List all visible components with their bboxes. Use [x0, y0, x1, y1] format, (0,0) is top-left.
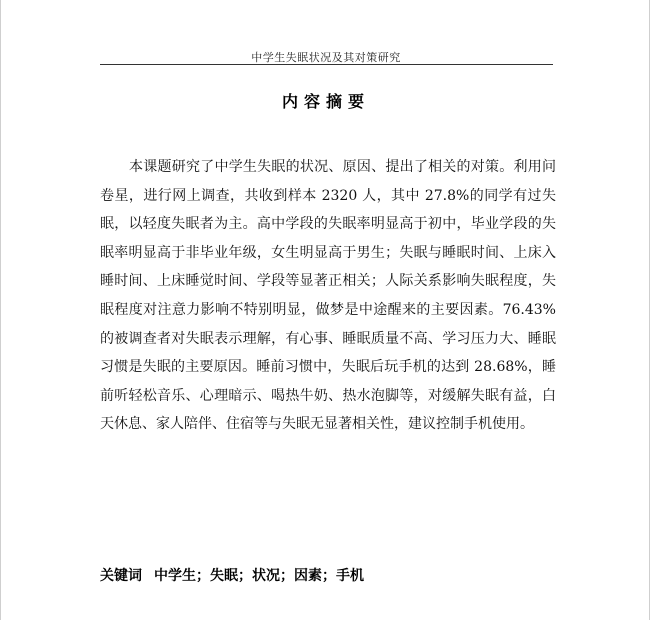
header-divider: [100, 64, 553, 65]
abstract-paragraph: 本课题研究了中学生失眠的状况、原因、提出了相关的对策。利用问卷星，进行网上调查，共收到样本 2320 人，其中 27.8%的同学有过失眠，以轻度失眠者为主。高中学段的失眠率明显高于初中，毕业学段的失眠率明显高于非毕业年级，女生明显高于男生；失眠与睡眠时间、上床入睡时间、上床睡觉时间、学段等显著正相关；人际关系影响失眠程度，失眠程度对注意力影响不特别明显，做梦是中途醒来的主要因素。76.43%的被调查者对失眠表示理解，有心事、睡眠质量不高、学习压力大、睡眠习惯是失眠的主要原因。睡前习惯中，失眠后玩手机的达到 28.68%，睡前听轻松音乐、心理暗示、喝热牛奶、热水泡脚等，对缓解失眠有益，白天休息、家人陪伴、住宿等与失眠无显著相关性，建议控制手机使用。: [100, 159, 556, 433]
page-title: 内容摘要: [281, 92, 370, 111]
keywords-text: 中学生；失眠；状况；因素；手机: [154, 568, 364, 584]
running-header: 中学生失眠状况及其对策研究: [251, 51, 401, 64]
keywords-line: [100, 565, 560, 585]
keywords-label: 关键词: [100, 568, 142, 584]
